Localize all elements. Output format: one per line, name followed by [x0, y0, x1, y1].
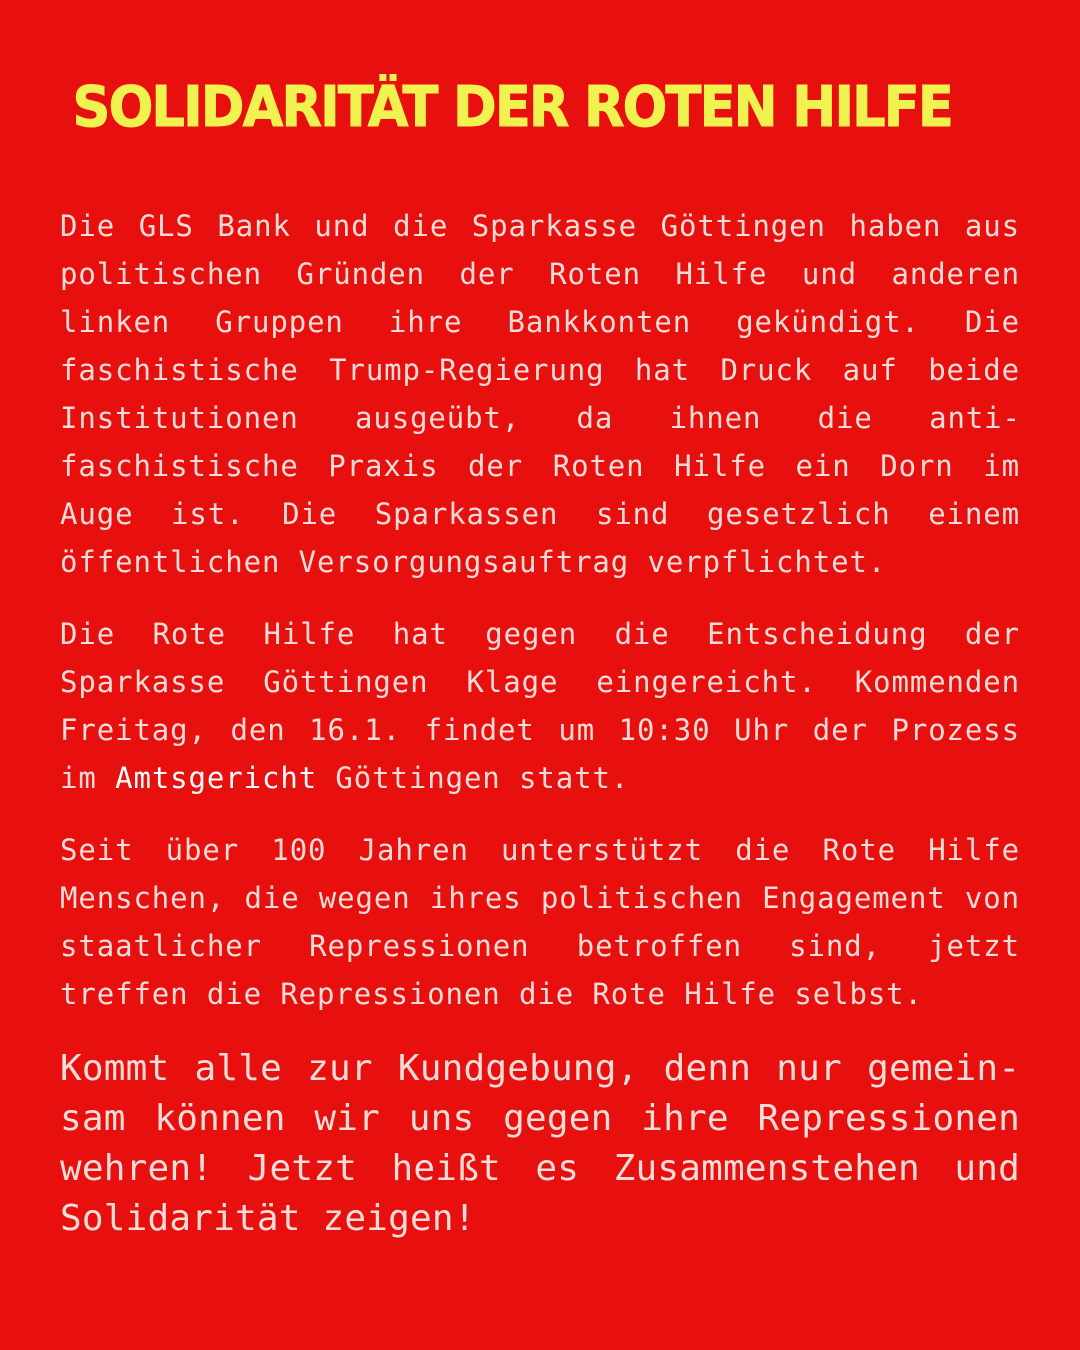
paragraph-lawsuit: [60, 610, 1020, 802]
paragraph-bank-accounts: Die GLS Bank und die Sparkasse Göttingen haben aus politischen Gründen der Roten Hilfe und anderen linken Gruppen ihre Bankkonten gekündigt. Die faschistische Trump-Regierung hat Druck auf beide Institutionen ausgeübt, da ihnen die antifaschistische Praxis der Roten Hilfe ein Dorn im Auge ist. Die Sparkassen sind gesetzlich einem öffentlichen Versorgungsauftrag verpflichtet.: [60, 209, 1020, 579]
page-title: SOLIDARITÄT DER ROTEN HILFE: [72, 75, 952, 140]
paragraph-lawsuit-text-end: Göttingen statt.: [317, 761, 630, 795]
paragraph-lawsuit-text-start: Die Rote Hilfe hat gegen die Entscheidung der Sparkasse Göttingen Klage eingereicht. Kommenden Freitag, den 16.1. findet um 10:30 Uhr der Prozess im: [60, 617, 1020, 795]
paragraph-history: Seit über 100 Jahren unterstützt die Rote Hilfe Menschen, die wegen ihres politischen Engagement von staatlicher Repressionen betroffen sind, jetzt treffen die Repressionen die Rote Hilfe selbst.: [60, 833, 1020, 1011]
call-to-action: Kommt alle zur Kundgebung, denn nur gemeinsam können wir uns gegen ihre Repressionen wehren! Jetzt heißt es Zusammenstehen und Solidarität zeigen!: [60, 1048, 1020, 1239]
court-highlight: Amtsgericht: [115, 761, 318, 795]
